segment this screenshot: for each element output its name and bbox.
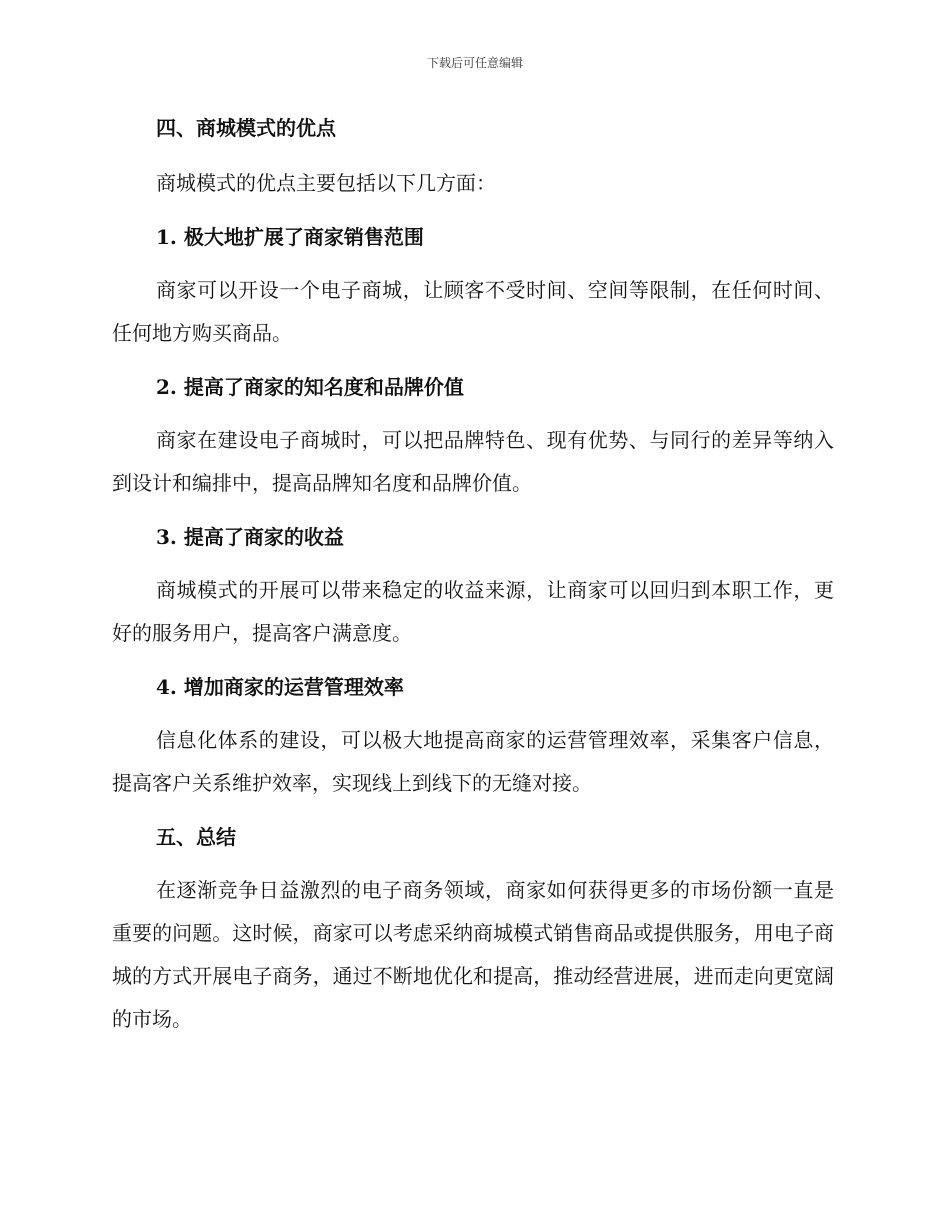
point-1-heading: 1. 极大地扩展了商家销售范围 (156, 225, 424, 249)
point-2-heading: 2. 提高了商家的知名度和品牌价值 (156, 375, 464, 399)
point-1-body: 商家可以开设一个电子商城，让顾客不受时间、空间等限制，在任何时间、任何地方购买商品。 (112, 278, 834, 345)
document-body (112, 108, 834, 1041)
section-4-heading: 四、商城模式的优点 (156, 116, 336, 140)
point-3-heading: 3. 提高了商家的收益 (156, 525, 344, 549)
header-note: 下载后可任意编辑 (426, 56, 523, 70)
section-5-heading: 五、总结 (156, 825, 236, 849)
section-4-intro: 商城模式的优点主要包括以下几方面： (156, 171, 496, 195)
point-4-heading: 4. 增加商家的运营管理效率 (156, 675, 404, 699)
point-3-body: 商城模式的开展可以带来稳定的收益来源，让商家可以回归到本职工作，更好的服务用户，提高客户满意度。 (112, 578, 834, 645)
point-2-body: 商家在建设电子商城时，可以把品牌特色、现有优势、与同行的差异等纳入到设计和编排中，提高品牌知名度和品牌价值。 (112, 428, 834, 495)
point-4-body: 信息化体系的建设，可以极大地提高商家的运营管理效率，采集客户信息，提高客户关系维护效率，实现线上到线下的无缝对接。 (112, 728, 834, 795)
section-5-body: 在逐渐竞争日益激烈的电子商务领域，商家如何获得更多的市场份额一直是重要的问题。这时候，商家可以考虑采纳商城模式销售商品或提供服务，用电子商城的方式开展电子商务，通过不断地优化和提高，推动经营进展，进而走向更宽阔的市场。 (112, 878, 834, 1031)
